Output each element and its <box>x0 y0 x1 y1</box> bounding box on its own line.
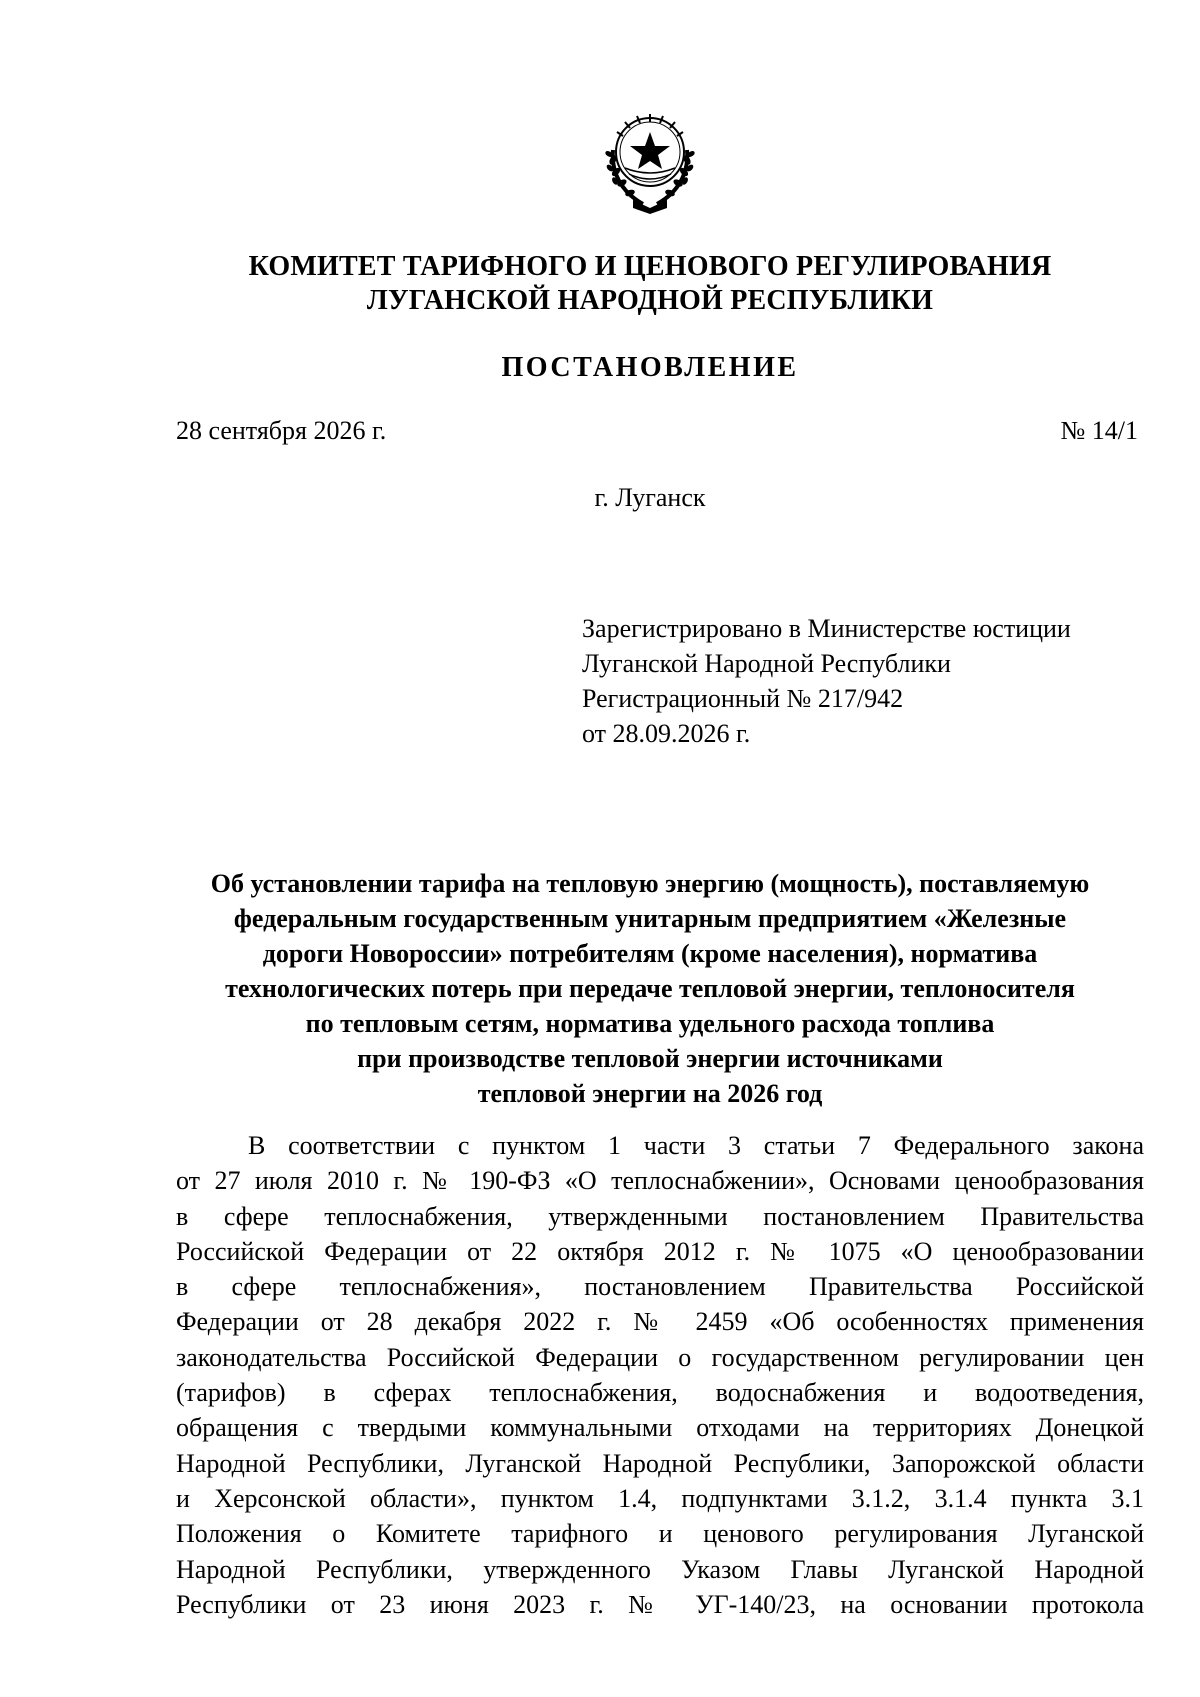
subject-line: федеральным государственным унитарным предприятием «Железные <box>233 904 1067 933</box>
subject-line: технологических потерь при передаче тепловой энергии, теплоносителя <box>225 974 1075 1003</box>
document-subject <box>150 866 1150 1111</box>
body-line: и Херсонской области», пунктом 1.4, подпунктами 3.1.2, 3.1.4 пункта 3.1 <box>176 1483 1144 1513</box>
organization-title <box>150 250 1150 318</box>
registration-line: Регистрационный № 217/942 <box>582 684 904 713</box>
organization-title-line1: КОМИТЕТ ТАРИФНОГО И ЦЕНОВОГО РЕГУЛИРОВАНИЯ <box>248 251 1052 282</box>
body-line: в сфере теплоснабжения», постановлением Правительства Российской <box>176 1272 1144 1302</box>
body-line: Положения о Комитете тарифного и ценового регулирования Луганской <box>176 1519 1144 1549</box>
body-line: Народной Республики, Луганской Народной Республики, Запорожской области <box>176 1448 1144 1478</box>
body-line: В соответствии с пунктом 1 части 3 статьи 7 Федерального закона <box>248 1131 1144 1160</box>
subject-line: при производстве тепловой энергии источниками <box>357 1044 943 1073</box>
body-line: Российской Федерации от 22 октября 2012 г. № 1075 «О ценообразовании <box>176 1236 1144 1266</box>
subject-line: тепловой энергии на 2026 год <box>477 1079 823 1108</box>
body-paragraph <box>176 1128 1144 1622</box>
document-type: ПОСТАНОВЛЕНИЕ <box>501 352 799 383</box>
body-line: (тарифов) в сферах теплоснабжения, водоснабжения и водоотведения, <box>176 1378 1144 1408</box>
coat-of-arms-icon <box>603 112 697 216</box>
body-line: Народной Республики, утвержденного Указом Главы Луганской Народной <box>176 1554 1144 1584</box>
document-date: 28 сентября 2026 г. <box>176 416 387 445</box>
body-line: от 27 июля 2010 г. № 190-ФЗ «О теплоснабжении», Основами ценообразования <box>176 1166 1144 1196</box>
body-line: в сфере теплоснабжения, утвержденными постановлением Правительства <box>176 1201 1144 1231</box>
body-line: законодательства Российской Федерации о государственном регулировании цен <box>176 1342 1144 1372</box>
registration-stamp <box>582 611 1071 751</box>
subject-line: дороги Новороссии» потребителям (кроме населения), норматива <box>262 939 1038 968</box>
body-line: Республики от 23 июня 2023 г. № УГ-140/23, на основании протокола <box>176 1589 1144 1619</box>
registration-line: Зарегистрировано в Министерстве юстиции <box>582 614 1071 643</box>
body-line: обращения с твердыми коммунальными отходами на территориях Донецкой <box>176 1413 1144 1443</box>
body-line: Федерации от 28 декабря 2022 г. № 2459 «Об особенностях применения <box>176 1307 1144 1337</box>
registration-line: от 28.09.2026 г. <box>582 719 751 748</box>
organization-title-line2: ЛУГАНСКОЙ НАРОДНОЙ РЕСПУБЛИКИ <box>366 285 934 316</box>
subject-line: по тепловым сетям, норматива удельного расхода топлива <box>305 1009 995 1038</box>
subject-line: Об установлении тарифа на тепловую энергию (мощность), поставляемую <box>210 869 1090 898</box>
document-number: № 14/1 <box>1060 416 1138 445</box>
registration-line: Луганской Народной Республики <box>582 649 951 678</box>
document-city: г. Луганск <box>594 483 706 512</box>
